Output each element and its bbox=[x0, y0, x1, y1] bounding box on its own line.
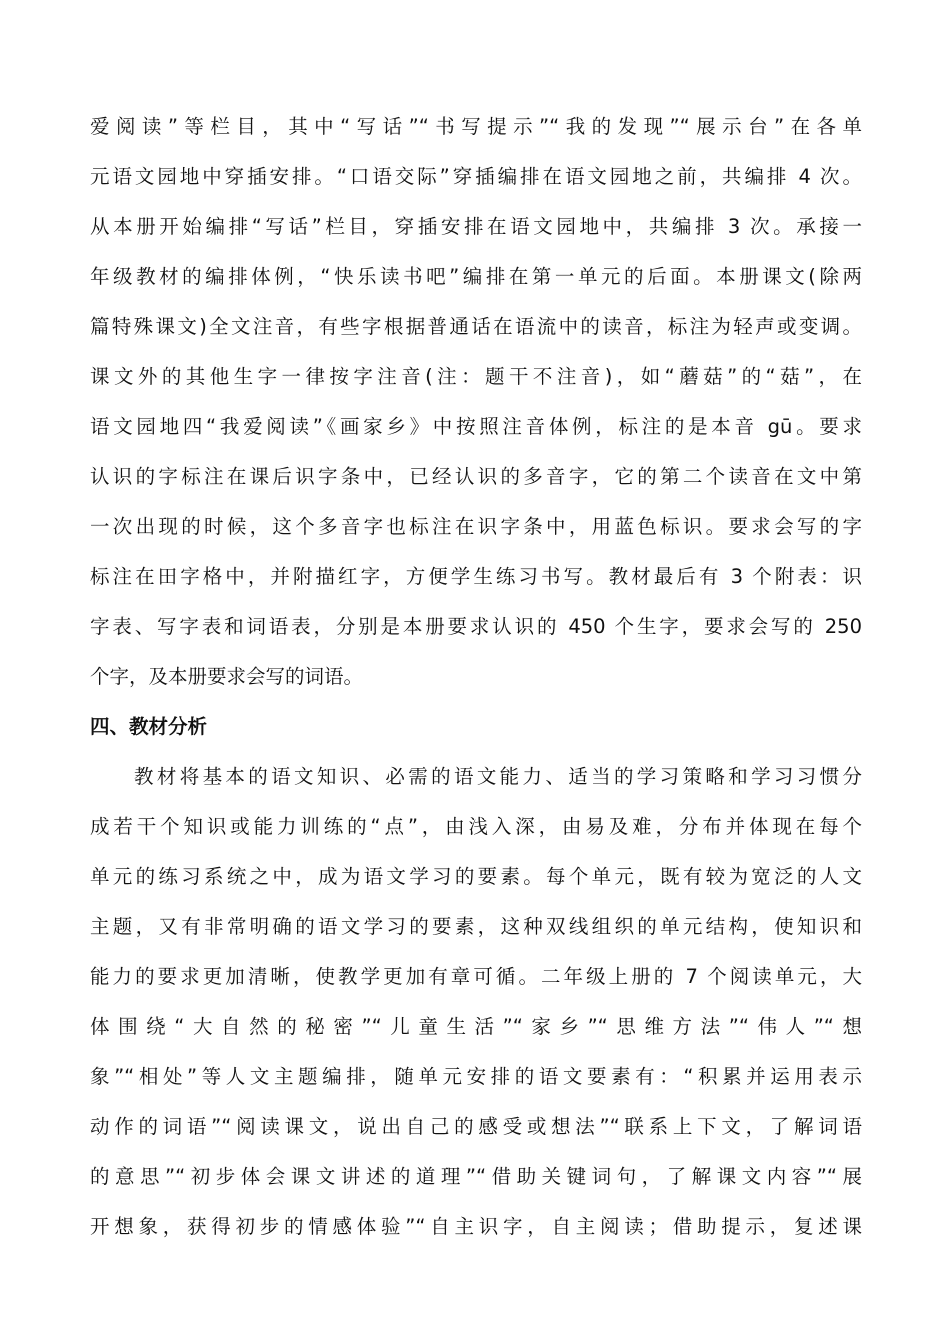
text-line: 字表、写字表和词语表，分别是本册要求认识的 450 个生字，要求会写的 250 bbox=[90, 615, 862, 638]
text-line: 成若干个知识或能力训练的“点”，由浅入深，由易及难，分布并体现在每个 bbox=[90, 815, 862, 838]
text-line: 个字，及本册要求会写的词语。 bbox=[90, 665, 364, 688]
text-line: 爱阅读”等栏目，其中“写话”“书写提示”“我的发现”“展示台”在各单 bbox=[90, 115, 862, 138]
text-line: 从本册开始编排“写话”栏目，穿插安排在语文园地中，共编排 3 次。承接一 bbox=[90, 215, 862, 238]
text-line: 象”“相处”等人文主题编排，随单元安排的语文要素有：“积累并运用表示 bbox=[90, 1065, 862, 1088]
text-line: 开想象，获得初步的情感体验”“自主识字，自主阅读；借助提示，复述课 bbox=[90, 1215, 862, 1238]
text-line: 篇特殊课文)全文注音，有些字根据普通话在语流中的读音，标注为轻声或变调。 bbox=[90, 315, 862, 338]
text-line: 语文园地四“我爱阅读”《画家乡》中按照注音体例，标注的是本音 gū。要求 bbox=[90, 415, 862, 438]
section-heading: 四、教材分析 bbox=[90, 715, 208, 738]
text-line: 认识的字标注在课后识字条中，已经认识的多音字，它的第二个读音在文中第 bbox=[90, 465, 862, 488]
text-line: 能力的要求更加清晰，使教学更加有章可循。二年级上册的 7 个阅读单元，大 bbox=[90, 965, 862, 988]
text-line: 动作的词语”“阅读课文，说出自己的感受或想法”“联系上下文，了解词语 bbox=[90, 1115, 862, 1138]
text-line: 的意思”“初步体会课文讲述的道理”“借助关键词句，了解课文内容”“展 bbox=[90, 1165, 862, 1188]
text-line: 体围绕“大自然的秘密”“儿童生活”“家乡”“思维方法”“伟人”“想 bbox=[90, 1015, 862, 1038]
text-line: 年级教材的编排体例，“快乐读书吧”编排在第一单元的后面。本册课文(除两 bbox=[90, 265, 862, 288]
text-line: 标注在田字格中，并附描红字，方便学生练习书写。教材最后有 3 个附表：识 bbox=[90, 565, 862, 588]
text-line: 主题，又有非常明确的语文学习的要素，这种双线组织的单元结构，使知识和 bbox=[90, 915, 862, 938]
text-line: 教材将基本的语文知识、必需的语文能力、适当的学习策略和学习习惯分 bbox=[134, 765, 862, 788]
text-line: 一次出现的时候，这个多音字也标注在识字条中，用蓝色标识。要求会写的字 bbox=[90, 515, 862, 538]
text-line: 课文外的其他生字一律按字注音(注：题干不注音)，如“蘑菇”的“菇”，在 bbox=[90, 365, 862, 388]
text-line: 元语文园地中穿插安排。“口语交际”穿插编排在语文园地之前，共编排 4 次。 bbox=[90, 165, 862, 188]
text-line: 单元的练习系统之中，成为语文学习的要素。每个单元，既有较为宽泛的人文 bbox=[90, 865, 862, 888]
